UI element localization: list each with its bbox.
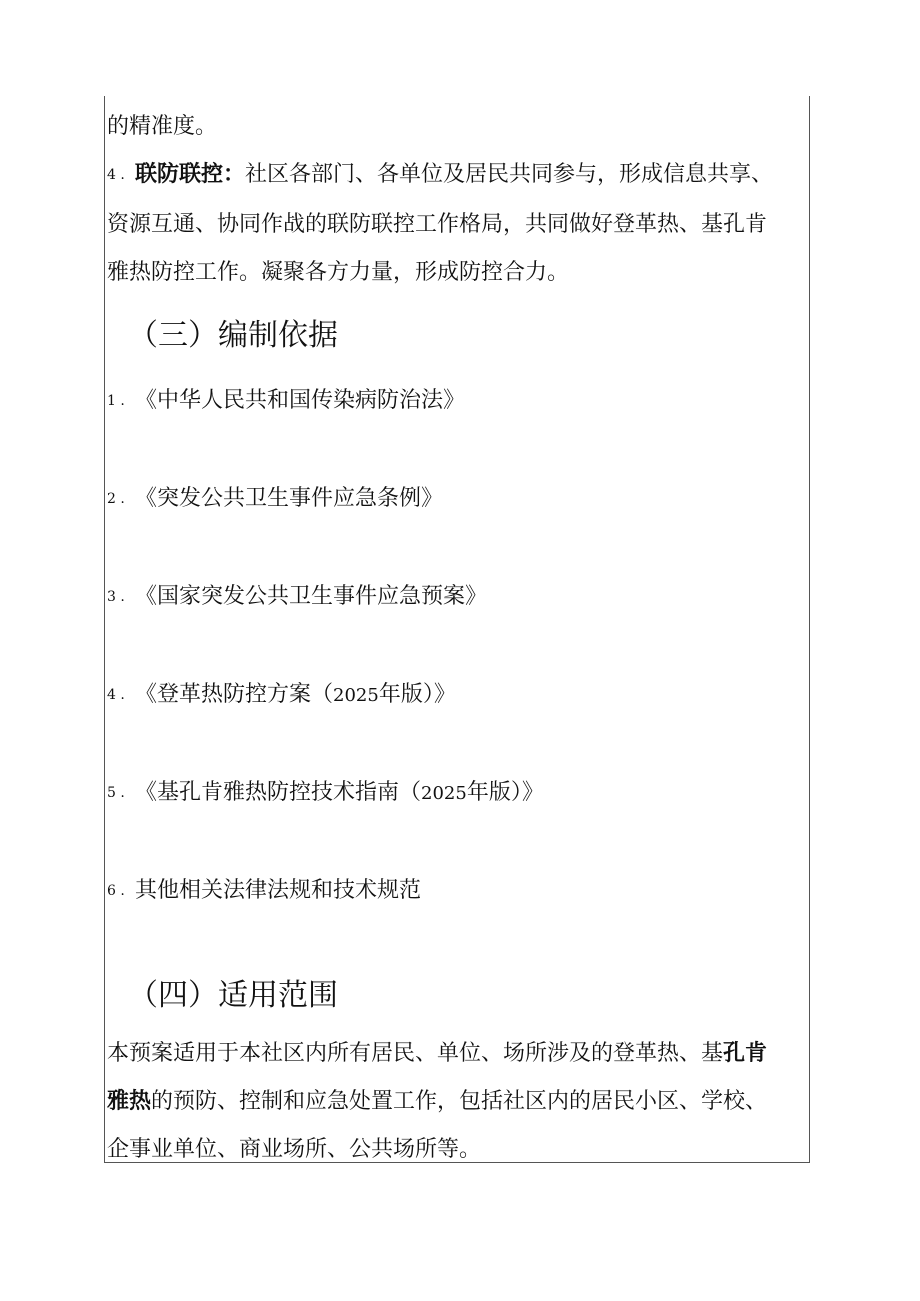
bold-fragment: 雅热 xyxy=(107,1089,152,1114)
bold-fragment: 孔肯 xyxy=(723,1041,768,1066)
item-number: 4 . xyxy=(107,167,125,183)
text-line xyxy=(107,112,217,142)
text-fragment: 的预防、控制和应急处置工作，包括社区内的居民小区、学校、 xyxy=(151,1089,768,1114)
list-item xyxy=(107,778,544,809)
item-text: 《国家突发公共卫生事件应急预案》 xyxy=(135,584,488,609)
text-line xyxy=(107,1039,767,1069)
item-text-end: 年版）》 xyxy=(466,780,544,805)
item-text-end: 年版）》 xyxy=(378,682,456,707)
text-line xyxy=(107,1135,481,1165)
text-line xyxy=(107,210,767,240)
item-number: 2 . xyxy=(107,491,125,507)
item-number: 5 . xyxy=(107,785,125,801)
text-fragment: 雅热防控工作。凝聚各方力量，形成防控合力。 xyxy=(107,260,570,285)
text-fragment: 的精准度。 xyxy=(107,114,218,139)
list-item xyxy=(107,386,465,416)
list-item xyxy=(107,160,773,190)
item-number: 4 . xyxy=(107,687,125,703)
section-heading: （三）编制依据 xyxy=(128,318,338,353)
item-text: 《突发公共卫生事件应急条例》 xyxy=(135,486,444,511)
list-item xyxy=(107,484,443,514)
list-item xyxy=(107,876,421,906)
item-text: 《中华人民共和国传染病防治法》 xyxy=(135,388,466,413)
item-text: 社区各部门、各单位及居民共同参与，形成信息共享、 xyxy=(245,162,774,187)
item-title: 联防联控： xyxy=(135,162,246,187)
text-fragment: 资源互通、协同作战的联防联控工作格局，共同做好登革热、基孔肯 xyxy=(107,212,768,237)
list-item xyxy=(107,582,487,612)
text-fragment: 本预案适用于本社区内所有居民、单位、场所涉及的登革热、基 xyxy=(107,1041,724,1066)
item-text: 《登革热防控方案（ xyxy=(135,682,334,707)
item-year: 2025 xyxy=(421,783,467,804)
item-text: 《基孔肯雅热防控技术指南（ xyxy=(135,780,422,805)
item-number: 3 . xyxy=(107,589,125,605)
item-year: 2025 xyxy=(333,685,379,706)
item-number: 1 . xyxy=(107,393,125,409)
text-line xyxy=(107,1087,767,1117)
section-heading: （四）适用范围 xyxy=(128,978,338,1013)
text-fragment: 企事业单位、商业场所、公共场所等。 xyxy=(107,1137,482,1162)
item-number: 6 . xyxy=(107,883,125,899)
text-line xyxy=(107,258,569,288)
item-text: 其他相关法律法规和技术规范 xyxy=(135,878,422,903)
list-item xyxy=(107,680,456,711)
